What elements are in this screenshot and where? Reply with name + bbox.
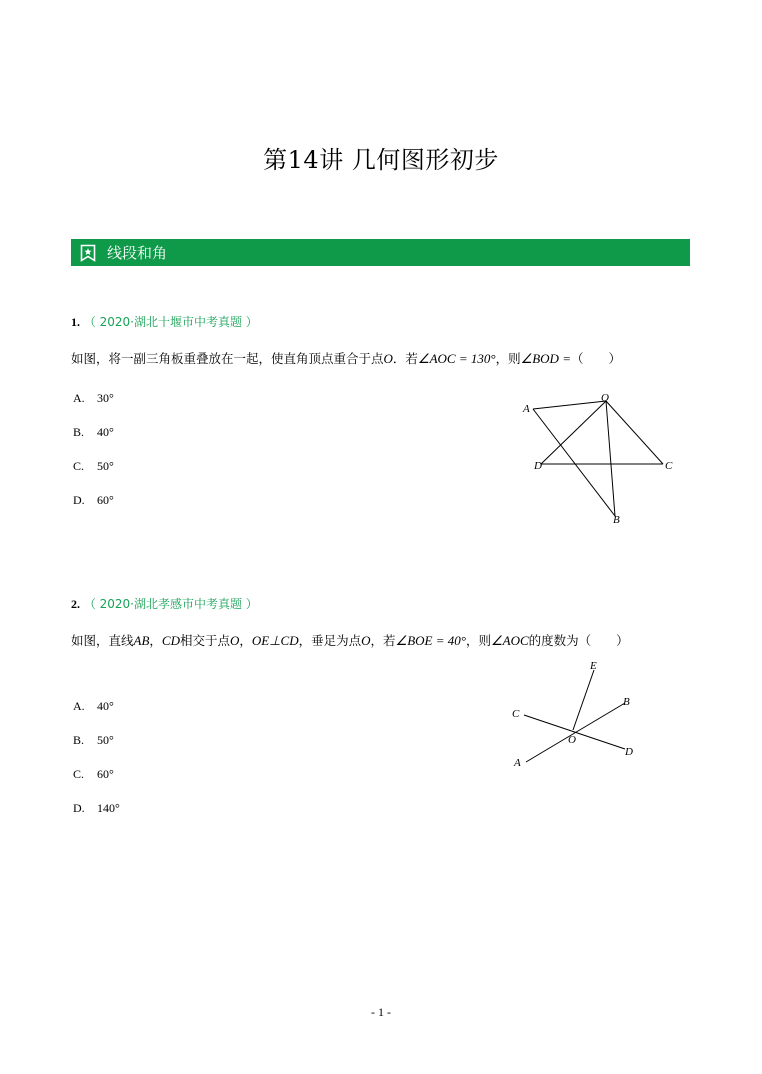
label-e: E xyxy=(590,660,597,672)
figure-2-intersecting-lines xyxy=(505,657,645,772)
option-d[interactable]: D. 60° xyxy=(73,493,114,507)
label-o: O xyxy=(568,734,576,746)
question-number: 2. xyxy=(71,597,80,611)
label-d: D xyxy=(534,460,542,472)
option-c[interactable]: C. 50° xyxy=(73,459,114,473)
question-1-header xyxy=(71,313,258,330)
figure-1-triangles xyxy=(520,388,680,528)
label-c: C xyxy=(665,460,673,472)
label-o: O xyxy=(601,392,609,404)
option-a[interactable]: A. 40° xyxy=(73,699,114,713)
option-a[interactable]: A. 30° xyxy=(73,391,114,405)
label-d: D xyxy=(625,746,633,758)
page-title: 第14讲 几何图形初步 xyxy=(263,146,499,174)
question-2-header xyxy=(71,595,258,612)
label-a: A xyxy=(514,757,521,769)
option-b[interactable]: B. 40° xyxy=(73,425,114,439)
label-c: C xyxy=(512,708,520,720)
question-number: 1. xyxy=(71,315,80,329)
bookmark-star-icon xyxy=(80,244,96,262)
option-b[interactable]: B. 50° xyxy=(73,733,114,747)
label-b: B xyxy=(613,514,620,526)
question-source: （ 2020·湖北孝感市中考真题 ） xyxy=(83,597,258,611)
question-1-stem: 如图，将一副三角板重叠放在一起，使直角顶点重合于点O．若∠AOC = 130°，则∠BOD =（ ） xyxy=(71,351,621,366)
option-c[interactable]: C. 60° xyxy=(73,767,114,781)
label-a: A xyxy=(523,403,530,415)
section-header xyxy=(71,239,690,266)
option-d[interactable]: D. 140° xyxy=(73,801,120,815)
question-2-stem: 如图，直线AB，CD相交于点O，OE⊥CD，垂足为点O，若∠BOE = 40°，则∠AOC的度数为（ ） xyxy=(71,633,629,648)
label-b: B xyxy=(623,696,630,708)
section-title: 线段和角 xyxy=(107,244,168,262)
question-source: （ 2020·湖北十堰市中考真题 ） xyxy=(83,315,258,329)
page-number: - 1 - xyxy=(371,1005,391,1019)
